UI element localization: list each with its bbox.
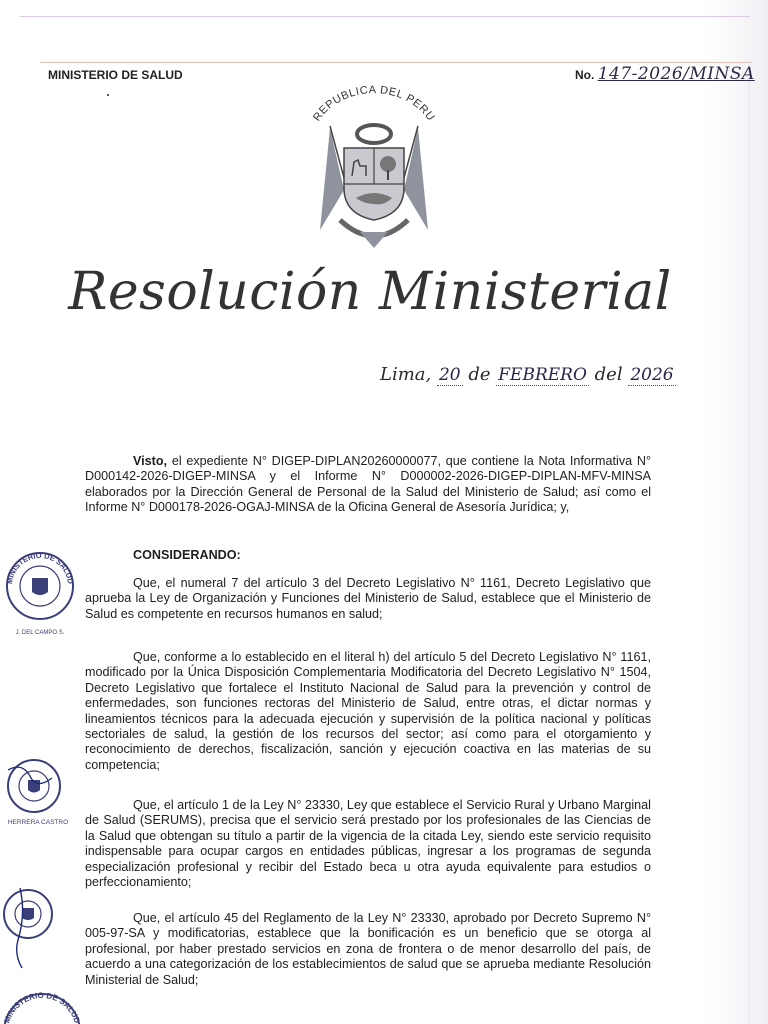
number-value: 147-2026/MINSA [597,64,755,84]
crest-text: REPUBLICA DEL PERU [311,84,437,124]
paragraph [85,798,651,890]
visto-paragraph [85,454,651,516]
date-del: del [594,364,623,385]
ministry-label: MINISTERIO DE SALUD [48,68,183,82]
paragraph [85,911,651,988]
svg-text:MINISTERIO DE SALUD [2,991,82,1024]
date-line [380,364,676,385]
coat-of-arms-icon [300,80,448,252]
stamp-ring-text: MINISTERIO DE SALUD [2,990,82,1024]
resolution-number [575,64,755,84]
paragraph-text: Que, el artículo 1 de la Ley N° 23330, Ley que establece el Servicio Rural y Urbano Marginal de Salud (SERUMS), precisa que el servicio será prestado por los profesionales de las Ciencias de la Salud que obtengan su título a partir de la vigencia de la citada Ley, siendo este servicio requisito indispensable para ocupar cargos en entidades públicas, ingresar a los programas de segunda especialización profesional y recibir del Estado beca u otra ayuda equivalente para estudios o perfeccionamiento; [85,798,651,890]
stamp-ring-text: MINISTERIO DE SALUD [4,550,75,585]
considerando-heading: CONSIDERANDO: [133,548,241,562]
date-de: de [468,364,491,385]
scan-line [20,16,750,17]
date-year: 2026 [630,365,674,385]
visa-stamp-icon [0,884,64,972]
visto-label: Visto, [133,454,168,468]
number-prefix: No. [575,68,595,82]
date-city: Lima, [380,364,432,385]
header-rule [40,62,752,63]
paragraph-text: Que, el numeral 7 del artículo 3 del Decreto Legislativo N° 1161, Decreto Legislativo que aprueba la Ley de Organización y Funciones del Ministerio de Salud, establece que el Ministerio de Salud es competente en recursos humanos en salud; [85,576,651,621]
paragraph-text: Que, el artículo 45 del Reglamento de la Ley N° 23330, aprobado por Decreto Supremo N° 005-97-SA y modificatorias, establece que la bonificación es un beneficio que se otorga al profesional, por haber prestado servicios en zona de frontera o de menor desarrollo del país, de acuerdo a una categorización de los establecimientos de salud que se aprueba mediante Resolución Ministerial de Salud; [85,911,651,987]
stamp-signer-text: J. DEL CAMPO S. [15,630,65,636]
visa-stamp-icon [2,548,78,640]
date-month: FEBRERO [498,365,587,385]
date-day: 20 [438,365,461,385]
visto-text: el expediente N° DIGEP-DIPLAN20260000077, que contiene la Nota Informativa N° D000142-2026-DIGEP-MINSA y el Informe N° D000002-2026-DIGEP-DIPLAN-MFV-MINSA elaborados por la Dirección General de Personal de la Salud del Ministerio de Salud; así como el Informe N° D000178-2026-OGAJ-MINSA de la Oficina General de Asesoría Jurídica; y, [85,454,651,515]
visa-stamp-icon [0,756,76,828]
visa-stamp-icon [0,990,90,1024]
svg-text:REPUBLICA DEL PERU [311,84,437,123]
paragraph [85,650,651,773]
stamp-signer-text: HERRERA CASTRO [7,819,69,826]
paragraph [85,576,651,622]
paragraph-text: Que, conforme a lo establecido en el literal h) del artículo 5 del Decreto Legislativo N° 1161, modificado por la Única Disposición Complementaria Modificatoria del Decreto Legislativo N° 1504, Decreto Legislativo que fortalece el Instituto Nacional de Salud para la prevención y control de enfermedades, son funciones rectoras del Ministerio de Salud, entre otras, el dictar normas y lineamientos técnicos para la adecuada ejecución y supervisión de la política nacional y políticas sectoriales de salud, la gestión de los recursos del sector; así como para el otorgamiento y reconocimiento de derechos, fiscalización, sanción y ejecución coactiva en las materias de su competencia; [85,650,651,772]
document-title: Resolución Ministerial [68,262,672,322]
ink-dot [107,94,109,96]
page-edge [748,60,750,1024]
